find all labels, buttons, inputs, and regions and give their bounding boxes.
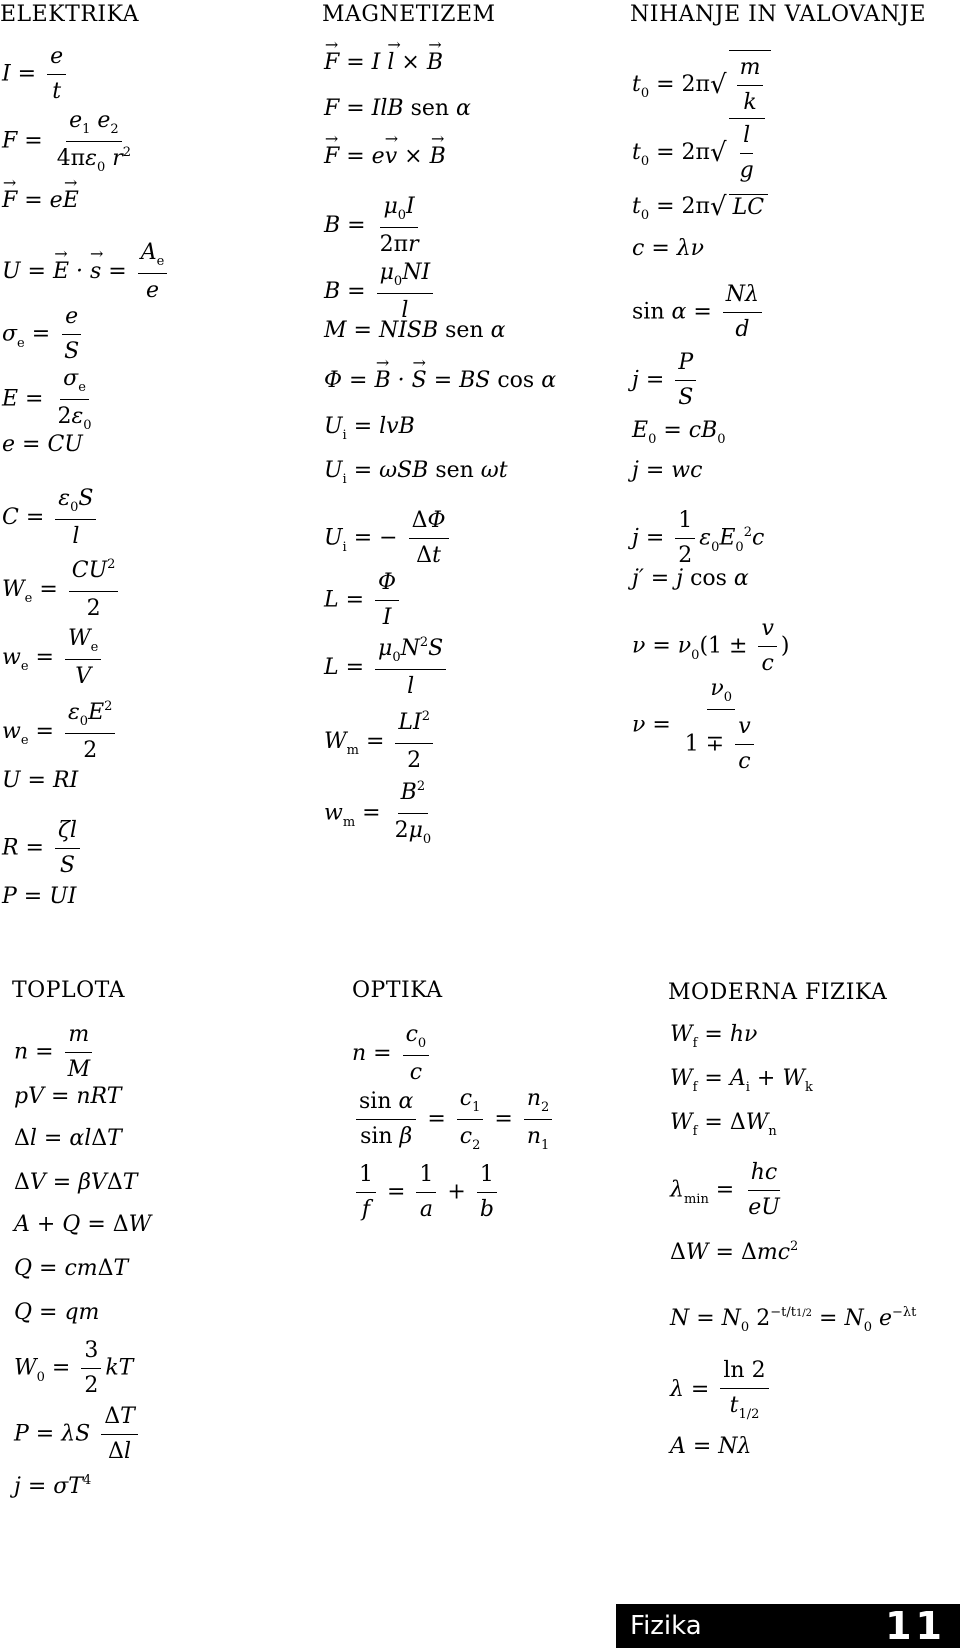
formula: F = $\frac{e_1 e_2}{4\pi\varepsilon_0 r^2}$ bbox=[2, 104, 138, 179]
formula: $W_f = A_i + W_k$ bbox=[670, 1066, 813, 1095]
page-footer bbox=[616, 1604, 960, 1648]
formula: j = $\frac{P}{S}$ bbox=[632, 346, 700, 415]
formula: C = $\frac{\varepsilon_0S}{l}$ bbox=[2, 482, 100, 554]
formula: $W_m$ = $\frac{LI^2}{2}$ bbox=[324, 706, 437, 778]
formula: $w_e$ = $\frac{\varepsilon_0E^2}{2}$ bbox=[2, 696, 119, 768]
formula: λ = $\frac{\ln 2}{t_{1/2}}$ bbox=[670, 1354, 773, 1426]
formula: $w_e$ = $\frac{W_e}{V}$ bbox=[2, 622, 105, 694]
formula: A + Q = ΔW bbox=[14, 1212, 152, 1237]
formula: $W_f = \Delta W_n$ bbox=[670, 1110, 777, 1139]
formula: $\frac{\text{sin α}}{\text{sin β}}$ = $\frac{c_1}{c_2}$ = $\frac{n_2}{n_1}$ bbox=[352, 1082, 556, 1157]
formula: pV = nRT bbox=[14, 1084, 122, 1109]
formula: $W_f = h\nu$ bbox=[670, 1022, 758, 1051]
footer-title: Fizika bbox=[630, 1611, 702, 1641]
formula: $t_0 = 2\pi√$ $\frac{m}{k}$ bbox=[632, 50, 771, 120]
formula: ΔV = βVΔT bbox=[14, 1170, 138, 1195]
formula: → F = I → l × → B bbox=[324, 50, 443, 75]
formula: $\sigma_e$ = $\frac{e}{S}$ bbox=[2, 300, 86, 369]
formula: $\frac{1}{f}$ = $\frac{1}{a}$ + $\frac{1}{b}$ bbox=[352, 1158, 501, 1227]
formula: sin α = $\frac{N\lambda}{d}$ bbox=[632, 278, 766, 347]
formula: B = $\frac{\mu_0NI}{l}$ bbox=[324, 256, 437, 328]
formula: j′ = j cos α bbox=[632, 566, 749, 591]
formula: $U_i = \omega SB$ sen ωt bbox=[324, 458, 508, 487]
section-title-optika: OPTIKA bbox=[352, 978, 443, 1003]
formula: L = $\frac{\mu_0N^2S}{l}$ bbox=[324, 632, 450, 704]
formula: F = IlB sen α bbox=[324, 96, 471, 121]
formula: Φ = → B · → S = BS cos α bbox=[324, 368, 556, 393]
formula: L = $\frac{\Phi}{I}$ bbox=[324, 566, 403, 635]
formula: $t_0 = 2\pi√$ $\frac{l}{g}$ bbox=[632, 118, 765, 188]
formula: R = $\frac{\zeta l}{S}$ bbox=[2, 814, 84, 883]
formula: U = → E · → s = $\frac{A_e}{e}$ bbox=[2, 236, 171, 308]
formula: B = $\frac{\mu_0I}{2\pi r}$ bbox=[324, 190, 426, 262]
formula: e = CU bbox=[2, 432, 83, 457]
formula: $E_0 = cB_0$ bbox=[632, 418, 726, 447]
section-title-nihanje: NIHANJE IN VALOVANJE bbox=[630, 2, 927, 27]
formula: M = NISB sen α bbox=[324, 318, 506, 343]
formula: $U_i$ = − $\frac{\Delta\Phi}{\Delta t}$ bbox=[324, 504, 453, 573]
formula: $\lambda_{min}$ = $\frac{hc}{eU}$ bbox=[670, 1156, 787, 1225]
formula: Q = cmΔT bbox=[14, 1256, 129, 1281]
formula: $w_m$ = $\frac{B^2}{2\mu_0}$ bbox=[324, 776, 438, 851]
formula: $j = \sigma T^4$ bbox=[14, 1473, 92, 1499]
formula: $W_e$ = $\frac{CU^2}{2}$ bbox=[2, 554, 122, 626]
formula: → F = e→ v × → B bbox=[324, 144, 446, 169]
formula: n = $\frac{c_0}{c}$ bbox=[352, 1018, 433, 1090]
section-title-toplota: TOPLOTA bbox=[12, 978, 126, 1003]
formula: U = RI bbox=[2, 768, 79, 793]
formula: I = $\frac{e}{t}$ bbox=[2, 40, 70, 109]
formula: Δl = αlΔT bbox=[14, 1126, 122, 1151]
page-number: 11 bbox=[885, 1604, 946, 1648]
formula: $U_i$ = lvB bbox=[324, 414, 415, 443]
formula: → F = e→ E bbox=[2, 188, 79, 213]
formula: $t_0 = 2\pi√$ LC bbox=[632, 192, 768, 222]
formula: j = wc bbox=[632, 458, 703, 483]
formula: ΔW = Δmc$^2$ bbox=[670, 1239, 799, 1265]
formula: E = $\frac{\sigma_e}{2\varepsilon_0}$ bbox=[2, 362, 99, 437]
formula: c = λν bbox=[632, 236, 705, 261]
formula: $N = N_0$ $2^{-t/t1/2} = N_0$ $e^{-\lambda t}$ bbox=[670, 1305, 917, 1335]
formula: j = $\frac{1}{2}$ $\varepsilon_0E_0^2c$ bbox=[632, 504, 764, 573]
section-title-moderna: MODERNA FIZIKA bbox=[668, 980, 888, 1005]
formula: n = $\frac{m}{M}$ bbox=[14, 1018, 97, 1087]
formula: A = Nλ bbox=[670, 1434, 752, 1459]
section-title-magnetizem: MAGNETIZEM bbox=[322, 2, 496, 27]
formula: ν = $\nu_0$ 1 ∓ $\frac{v}{c}$ bbox=[632, 672, 765, 779]
formula: $W_0$ = $\frac{3}{2}$ kT bbox=[14, 1334, 133, 1403]
section-title-elektrika: ELEKTRIKA bbox=[0, 2, 140, 27]
formula: Q = qm bbox=[14, 1300, 100, 1325]
formula: P = UI bbox=[2, 884, 77, 909]
formula: $\nu = \nu_0(1$ ± $\frac{v}{c}$ ) bbox=[632, 612, 790, 681]
formula: P = λS $\frac{\Delta T}{\Delta l}$ bbox=[14, 1400, 142, 1469]
